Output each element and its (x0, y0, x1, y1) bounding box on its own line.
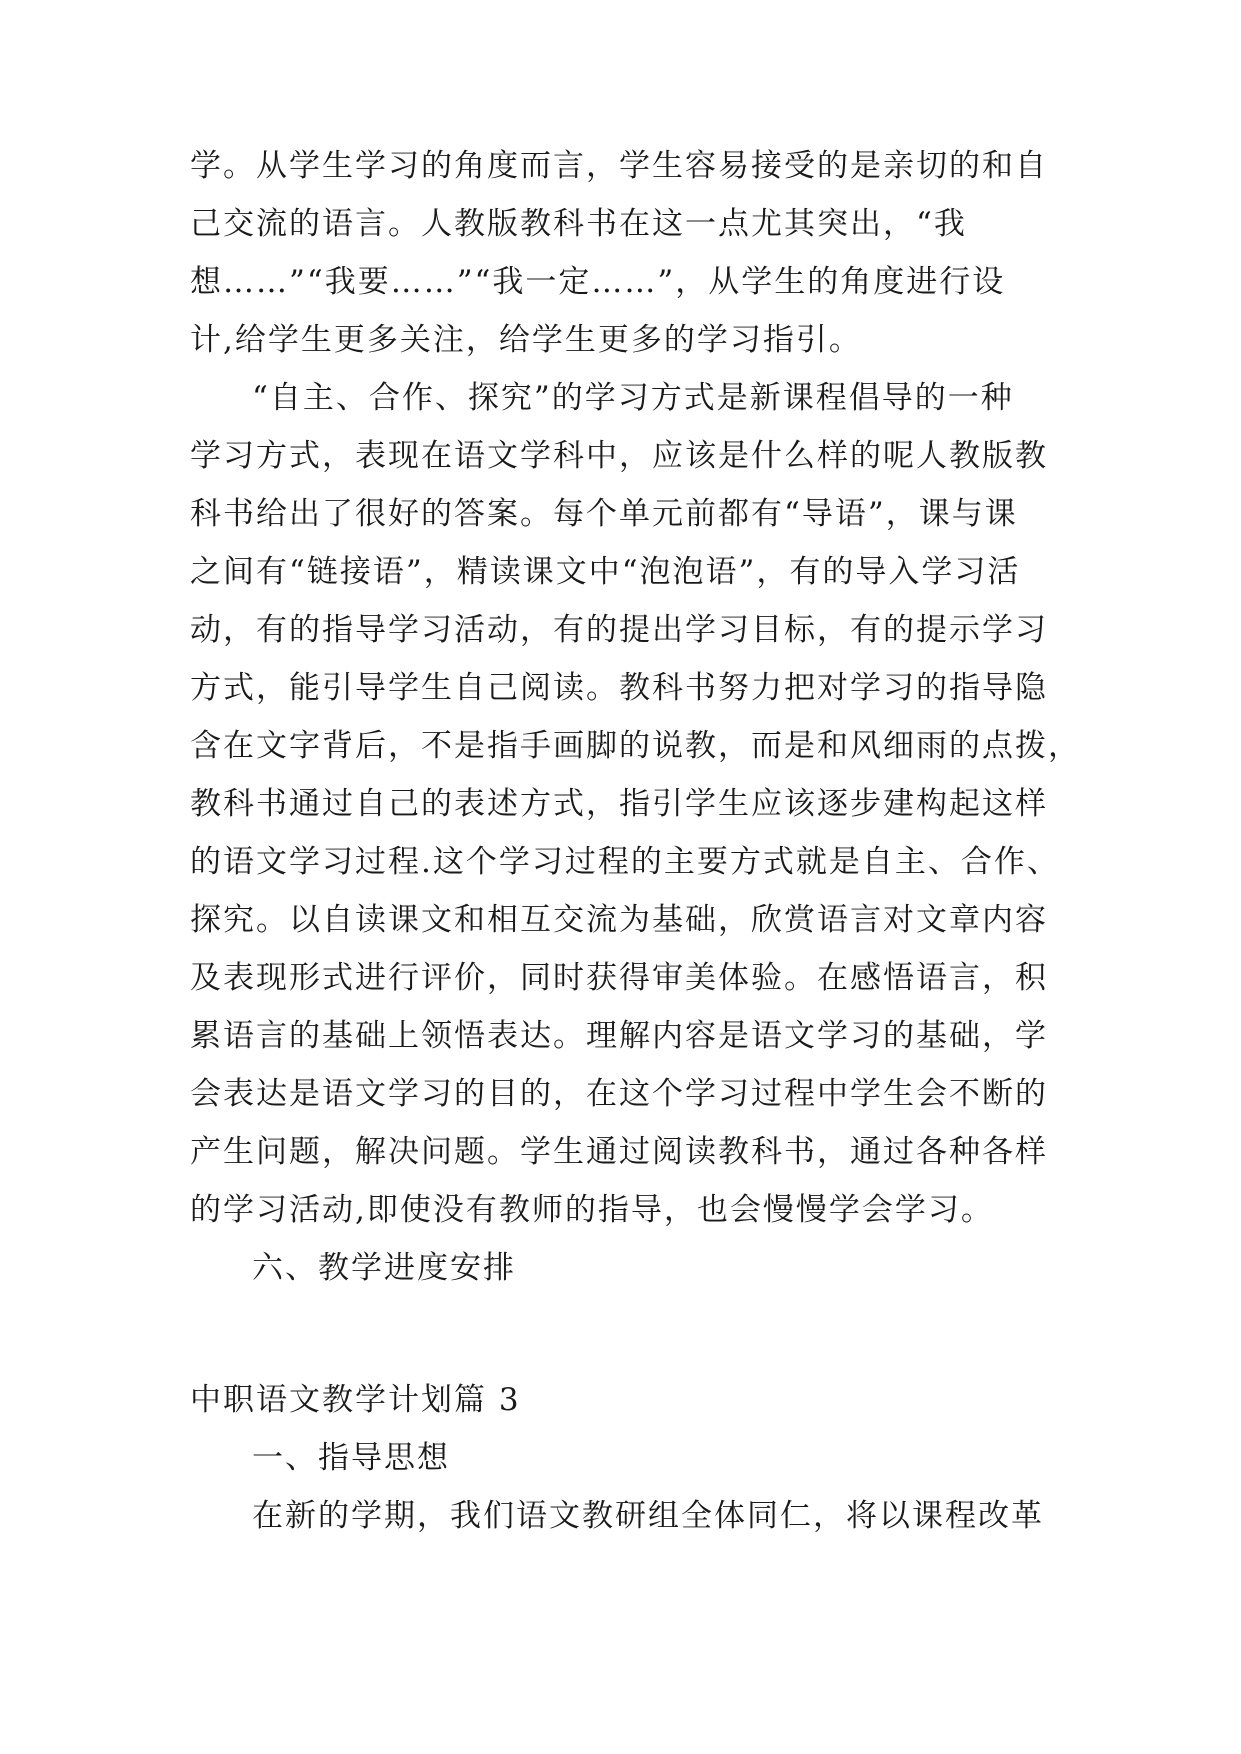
paragraph-line: 教科书通过自己的表述方式，指引学生应该逐步建构起这样 (190, 786, 1048, 822)
paragraph-line: 学习方式，表现在语文学科中，应该是什么样的呢人教版教 (190, 438, 1048, 474)
paragraph-line: “自主、合作、探究”的学习方式是新课程倡导的一种 (252, 380, 1014, 416)
paragraph-line: 己交流的语言。人教版教科书在这一点尤其突出，“我 (190, 206, 967, 242)
paragraph-line: 的学习活动,即使没有教师的指导，也会慢慢学会学习。 (190, 1192, 994, 1228)
paragraph-line: 之间有“链接语”，精读课文中“泡泡语”，有的导入学习活 (190, 554, 1021, 590)
paragraph-line: 科书给出了很好的答案。每个单元前都有“导语”，课与课 (190, 496, 1018, 532)
paragraph-line: 方式，能引导学生自己阅读。教科书努力把对学习的指导隐 (190, 670, 1048, 706)
paragraph-line: 在新的学期，我们语文教研组全体同仁，将以课程改革 (252, 1498, 1044, 1534)
paragraph-line: 的语文学习过程.这个学习过程的主要方式就是自主、合作、 (190, 844, 1060, 880)
section-heading: 六、教学进度安排 (252, 1250, 516, 1286)
section-heading: 一、指导思想 (252, 1440, 450, 1476)
paragraph-line: 及表现形式进行评价，同时获得审美体验。在感悟语言，积 (190, 960, 1048, 996)
paragraph-line: 会表达是语文学习的目的，在这个学习过程中学生会不断的 (190, 1076, 1048, 1112)
paragraph-line: 含在文字背后，不是指手画脚的说教，而是和风细雨的点拨， (190, 728, 1081, 764)
paragraph-line: 累语言的基础上领悟表达。理解内容是语文学习的基础，学 (190, 1018, 1048, 1054)
paragraph-line: 想……”“我要……”“我一定……”，从学生的角度进行设 (190, 264, 1006, 300)
document-title: 中职语文教学计划篇 3 (190, 1382, 521, 1418)
paragraph-line: 产生问题，解决问题。学生通过阅读教科书，通过各种各样 (190, 1134, 1048, 1170)
paragraph-line: 探究。以自读课文和相互交流为基础，欣赏语言对文章内容 (190, 902, 1048, 938)
paragraph-line: 动，有的指导学习活动，有的提出学习目标，有的提示学习 (190, 612, 1048, 648)
paragraph-line: 计,给学生更多关注，给学生更多的学习指引。 (190, 322, 862, 358)
paragraph-line: 学。从学生学习的角度而言，学生容易接受的是亲切的和自 (190, 148, 1048, 184)
